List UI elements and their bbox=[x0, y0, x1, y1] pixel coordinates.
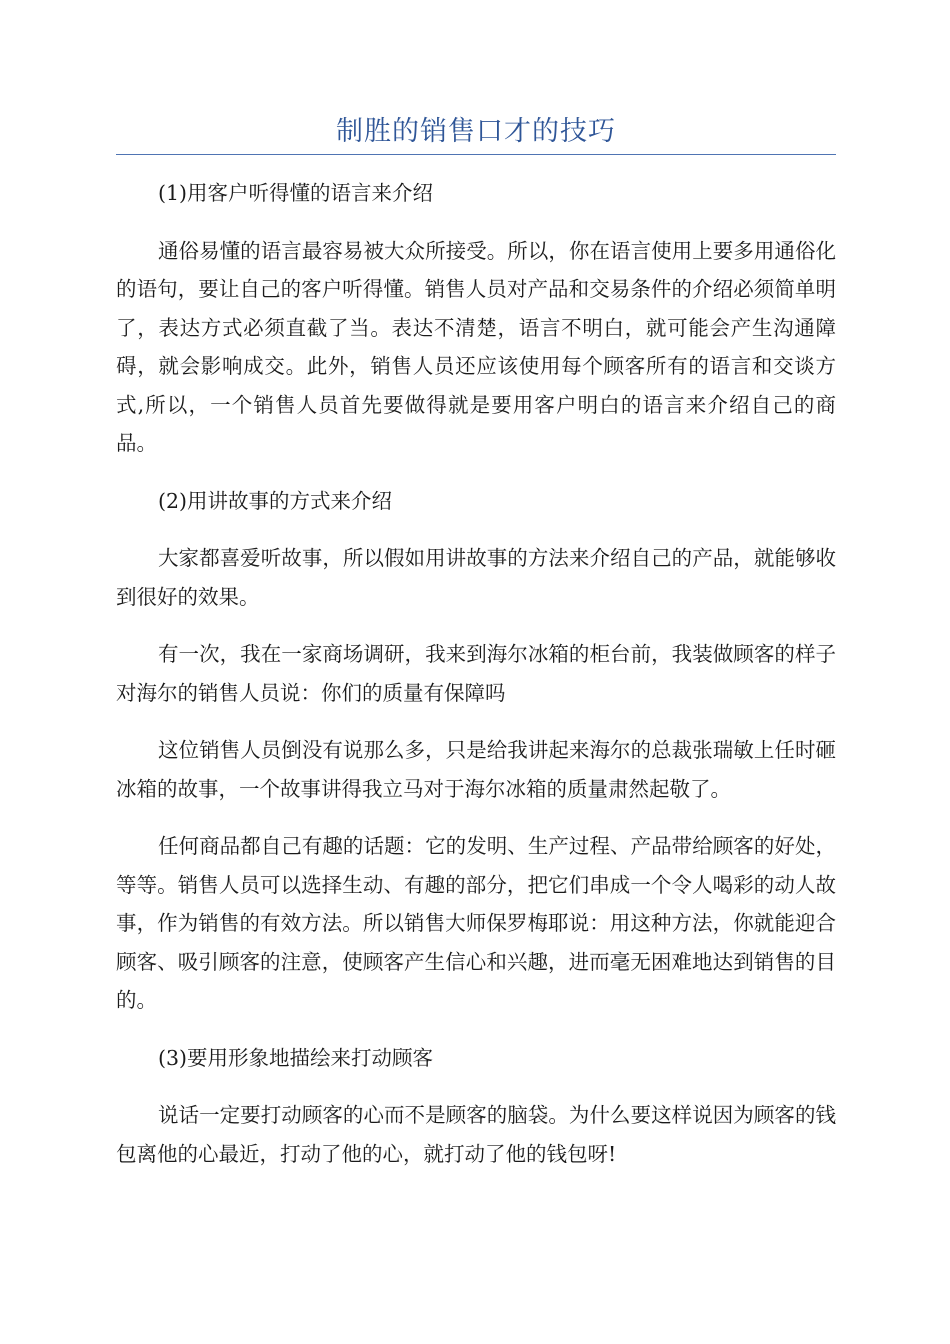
paragraph: 通俗易懂的语言最容易被大众所接受。所以，你在语言使用上要多用通俗化的语句，要让自己的客户听得懂。销售人员对产品和交易条件的介绍必须简单明了，表达方式必须直截了当。表达不清楚，语言不明白，就可能会产生沟通障碍，就会影响成交。此外，销售人员还应该使用每个顾客所有的语言和交谈方式,所以，一个销售人员首先要做得就是要用客户明白的语言来介绍自己的商品。 bbox=[116, 238, 836, 455]
document-title: 制胜的销售口才的技巧 bbox=[336, 116, 616, 147]
paragraph: 任何商品都自己有趣的话题：它的发明、生产过程、产品带给顾客的好处，等等。销售人员可以选择生动、有趣的部分，把它们串成一个令人喝彩的动人故事，作为销售的有效方法。所以销售大师保罗梅耶说：用这种方法，你就能迎合顾客、吸引顾客的注意，使顾客产生信心和兴趣，进而毫无困难地达到销售的目的。 bbox=[116, 834, 836, 1012]
section-heading-1: (1)用客户听得懂的语言来介绍 bbox=[158, 181, 434, 205]
paragraph: 这位销售人员倒没有说那么多，只是给我讲起来海尔的总裁张瑞敏上任时砸冰箱的故事，一个故事讲得我立马对于海尔冰箱的质量肃然起敬了。 bbox=[116, 738, 836, 801]
title-underline bbox=[116, 154, 836, 155]
paragraph: 大家都喜爱听故事，所以假如用讲故事的方法来介绍自己的产品，就能够收到很好的效果。 bbox=[116, 546, 836, 609]
section-heading-2: (2)用讲故事的方式来介绍 bbox=[158, 488, 393, 513]
paragraph: 有一次，我在一家商场调研，我来到海尔冰箱的柜台前，我装做顾客的样子对海尔的销售人员说：你们的质量有保障吗 bbox=[116, 642, 836, 705]
paragraph: 说话一定要打动顾客的心而不是顾客的脑袋。为什么要这样说因为顾客的钱包离他的心最近，打动了他的心，就打动了他的钱包呀! bbox=[116, 1103, 836, 1166]
section-heading-3: (3)要用形象地描绘来打动顾客 bbox=[158, 1045, 434, 1070]
document-body bbox=[116, 174, 836, 1192]
